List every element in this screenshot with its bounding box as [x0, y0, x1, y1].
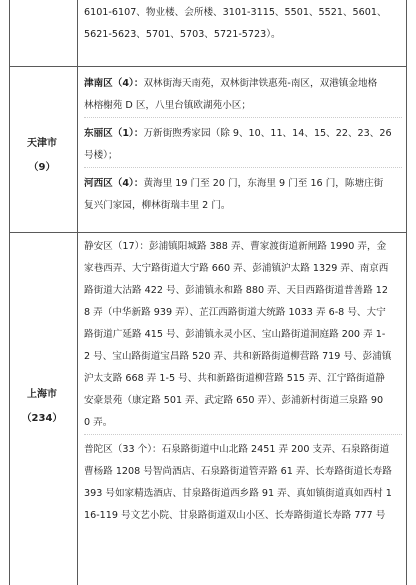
- district-title: 津南区（4）：: [84, 78, 144, 89]
- district-text: 万新街煦秀家园（除 9、10、11、14、15、22、23、26: [143, 128, 392, 139]
- text-line: 林榕榭苑 D 区，八里台镇欧湖苑小区；: [84, 100, 251, 111]
- district-jingan: [84, 236, 402, 435]
- text-line: 16-119 号文艺小院、甘泉路街道双山小区、长寿路街道长寿路 777 号: [84, 510, 386, 521]
- outbreak-area-table: [9, 0, 407, 585]
- text-line: 2 号、宝山路街道宝昌路 520 弄、共和新路街道柳营路 719 号、彭浦镇: [84, 351, 392, 362]
- text-line: 5621-5623、5701、5703、5721-5723）。: [84, 29, 281, 40]
- previous-row-content: [84, 2, 402, 46]
- text-line: [84, 123, 402, 145]
- text-line: 家巷西弄、大宁路街道大宁路 660 弄、彭浦镇沪太路 1329 弄、南京西: [84, 263, 389, 274]
- city-count: （9）: [28, 162, 56, 173]
- text-line: 曹杨路 1208 号智尚酒店、石泉路街道管弄路 61 弄、长寿路街道长寿路: [84, 466, 392, 477]
- city-tianjin: [9, 132, 75, 180]
- table-border-left: [9, 0, 10, 585]
- city-name: 上海市: [27, 389, 57, 400]
- text-line: 号楼）；: [84, 150, 118, 161]
- city-shanghai: [9, 383, 75, 431]
- row-divider-top-tianjin: [9, 66, 407, 67]
- district-jinnan: [84, 73, 402, 118]
- text-line: 复兴门家园，柳林街瑞丰里 2 门。: [84, 200, 231, 211]
- text-line: 6101-6107、物业楼、会所楼、3101-3115、5501、5521、5601、: [84, 7, 387, 18]
- district-dongli: [84, 123, 402, 168]
- text-line: 393 号如家精选酒店、甘泉路街道西乡路 91 弄、真如镇街道真如西村 1: [84, 488, 392, 499]
- table-column-divider: [77, 0, 78, 585]
- text-line: 路街道广延路 415 号、彭浦镇永灵小区、宝山路街道洞庭路 200 弄 1-: [84, 329, 386, 340]
- row-divider-tianjin-shanghai: [9, 232, 407, 233]
- district-title: 东丽区（1）：: [84, 128, 144, 139]
- text-line: 沪太支路 668 弄 1-5 号、共和新路街道柳营路 515 弄、江宁路街道静: [84, 373, 385, 384]
- text-line: [84, 73, 402, 95]
- table-border-right: [406, 0, 407, 585]
- text-line: 8 弄（中华新路 939 弄）、芷江西路街道大统路 1033 弄 6-8 号、大宁: [84, 307, 386, 318]
- text-line: 静安区（17）：彭浦镇阳城路 388 弄、曹家渡街道新闸路 1990 弄，金: [84, 241, 387, 252]
- shanghai-areas: [84, 236, 402, 527]
- text-line: 普陀区（33 个）：石泉路街道中山北路 2451 弄 200 支弄、石泉路街道: [84, 444, 390, 455]
- city-name: 天津市: [27, 138, 57, 149]
- district-title: 河西区（4）：: [84, 178, 144, 189]
- district-putuo: [84, 439, 402, 527]
- text-line: 安豪景苑（康定路 501 弄、武定路 650 弄）、彭浦新村街道三泉路 90: [84, 395, 384, 406]
- district-text: 双林街海天南苑，双林街津铁惠苑-南区，双港镇金地格: [143, 78, 378, 89]
- text-line: 路街道大沽路 422 号、彭浦镇永和路 880 弄、天目西路街道普善路 12: [84, 285, 388, 296]
- district-text: 黄海里 19 门至 20 门，东海里 9 门至 16 门，陈塘庄街: [143, 178, 384, 189]
- tianjin-areas: [84, 73, 402, 217]
- city-count: （234）: [21, 413, 63, 424]
- text-line: [84, 173, 402, 195]
- district-hexi: [84, 173, 402, 217]
- text-line: 0 弄。: [84, 417, 113, 428]
